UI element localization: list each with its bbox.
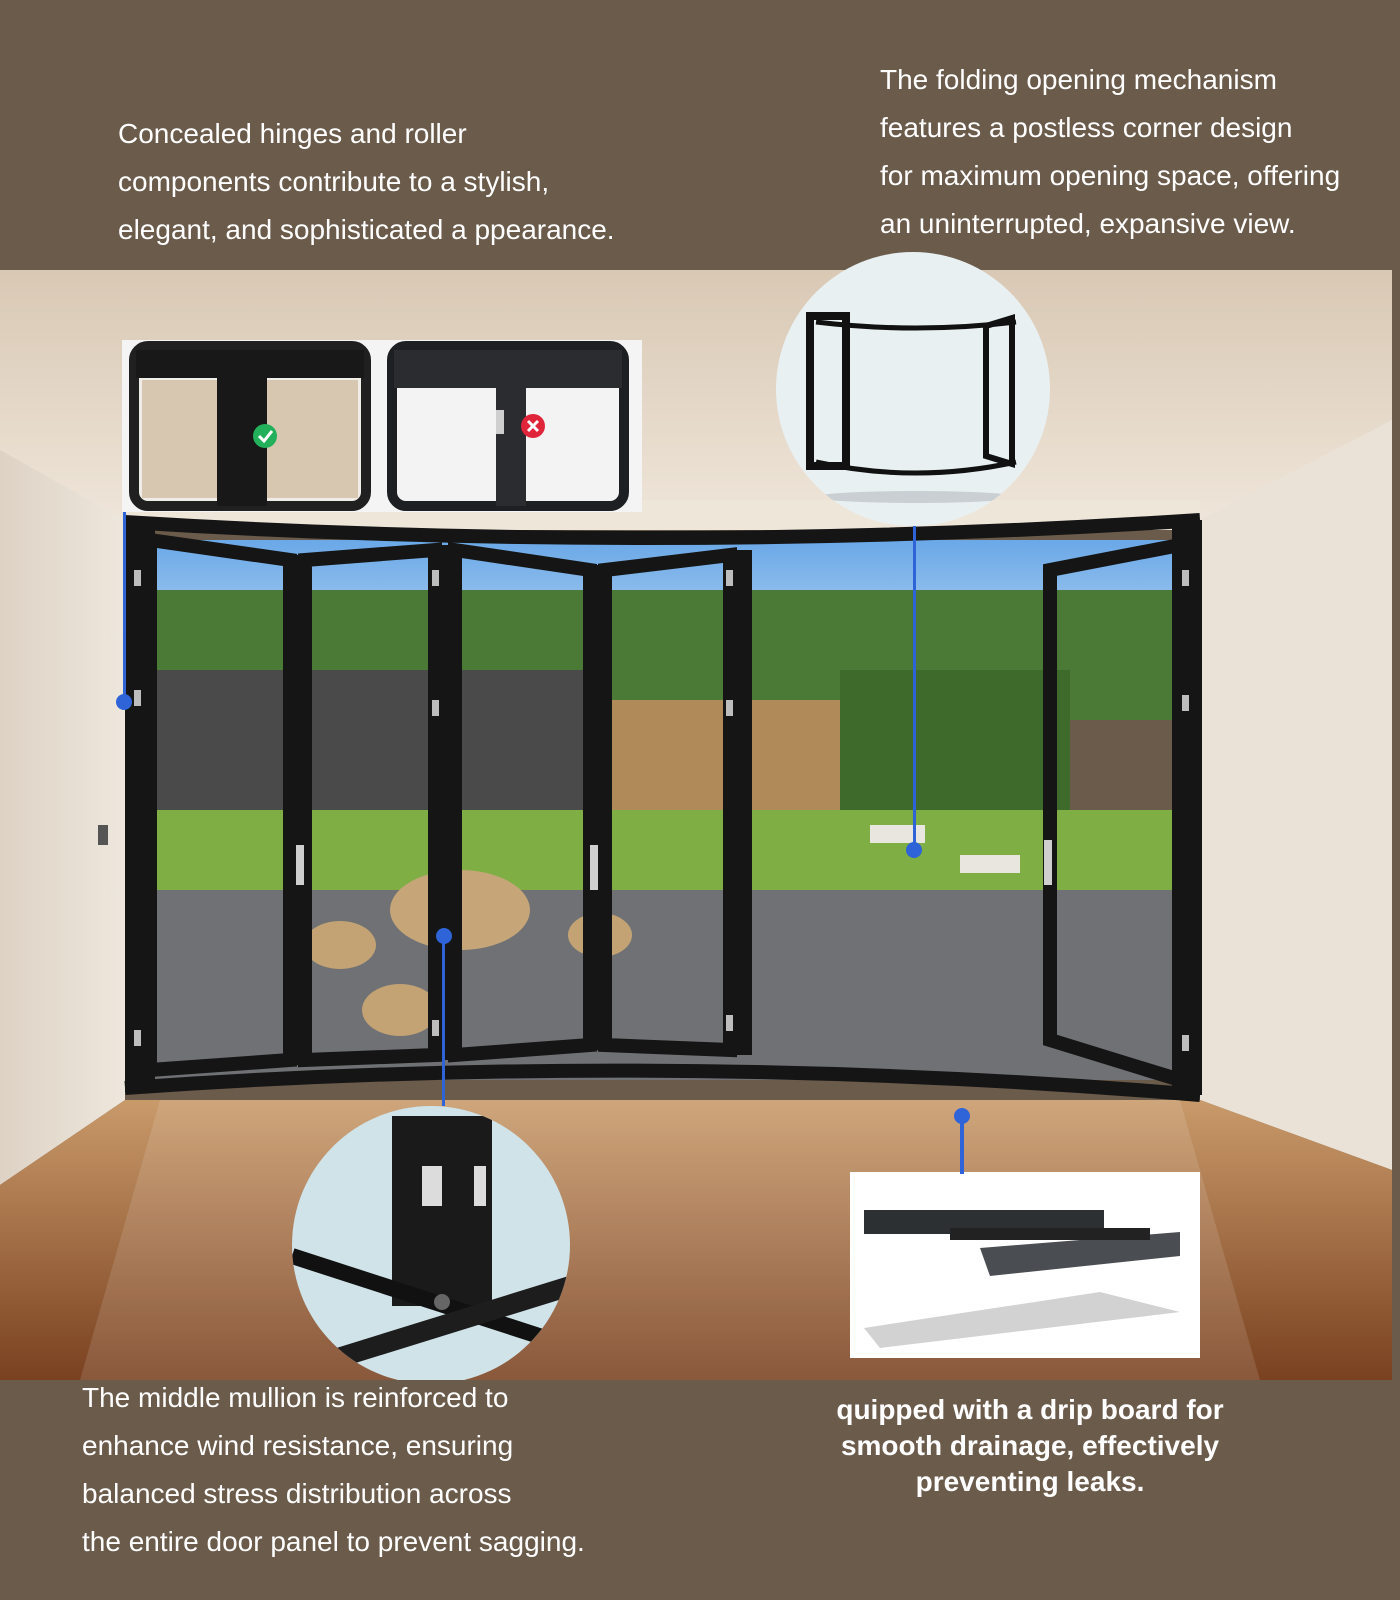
light-switch bbox=[98, 825, 108, 845]
mullion-caption bbox=[82, 1374, 702, 1566]
drip-board-inset bbox=[850, 1172, 1200, 1358]
drip-pointer-line bbox=[960, 1116, 964, 1174]
right-wall bbox=[1200, 420, 1392, 1170]
drip-caption-line-2: smooth drainage, effectively bbox=[840, 1430, 1220, 1461]
hinge-plate-1 bbox=[422, 1166, 442, 1206]
mullion-right bbox=[728, 550, 752, 1055]
mullion-pointer-dot bbox=[436, 928, 452, 944]
hinge-comparison-images bbox=[122, 340, 642, 512]
stone-stool-3 bbox=[362, 984, 438, 1036]
hinge-marker bbox=[1182, 1035, 1189, 1051]
folded-panel-stack bbox=[810, 316, 846, 466]
hinge-marker bbox=[134, 1030, 141, 1046]
hinge-marker bbox=[432, 570, 439, 586]
mullion-caption-line-4: the entire door panel to prevent sagging. bbox=[82, 1526, 585, 1557]
drip-caption-line-3: preventing leaks. bbox=[915, 1466, 1145, 1497]
drip-board-detail bbox=[850, 1172, 1200, 1358]
folding-mechanism-inset bbox=[776, 252, 1050, 526]
mullion-mid bbox=[588, 565, 606, 1050]
hinge-marker bbox=[134, 570, 141, 586]
stepping-stone-1 bbox=[870, 825, 925, 843]
stone-stool-1 bbox=[304, 921, 376, 969]
hinges-caption-line-1: Concealed hinges and roller bbox=[118, 118, 467, 149]
mullion-left bbox=[290, 555, 308, 1065]
hinges-caption-line-2: components contribute to a stylish, bbox=[118, 166, 550, 197]
folding-caption-line-3: for maximum opening space, offering bbox=[880, 160, 1341, 191]
drip-caption-line-1: quipped with a drip board for bbox=[836, 1394, 1224, 1425]
mullion-detail bbox=[292, 1106, 570, 1384]
mullion-caption-line-3: balanced stress distribution across bbox=[82, 1478, 512, 1509]
hedge bbox=[840, 670, 1070, 820]
folding-pointer-line bbox=[913, 526, 916, 846]
hinges-caption bbox=[118, 110, 678, 254]
left-wall bbox=[0, 450, 125, 1185]
hinge-pointer-dot bbox=[116, 694, 132, 710]
folding-diagram bbox=[776, 252, 1050, 526]
stepping-stone-2 bbox=[960, 855, 1020, 873]
bad-example-hinge bbox=[496, 410, 504, 434]
hinge-marker bbox=[1182, 695, 1189, 711]
open-panel bbox=[986, 318, 1012, 464]
hinge-marker bbox=[1182, 570, 1189, 586]
mullion-detail-inset bbox=[292, 1106, 570, 1384]
drip-pointer-dot bbox=[954, 1108, 970, 1124]
drip-board-base bbox=[950, 1228, 1150, 1240]
mullion-pointer-line bbox=[442, 936, 445, 1106]
hinge-marker bbox=[134, 690, 141, 706]
hinge-marker bbox=[726, 1015, 733, 1031]
hinge-marker bbox=[432, 1020, 439, 1036]
folding-caption-line-2: features a postless corner design bbox=[880, 112, 1293, 143]
drip-caption bbox=[780, 1392, 1280, 1500]
hinge-comparison-inset bbox=[122, 340, 642, 512]
door-handle-2 bbox=[590, 845, 598, 890]
hinge-marker bbox=[726, 570, 733, 586]
mullion-caption-line-1: The middle mullion is reinforced to bbox=[82, 1382, 509, 1413]
folding-shadow bbox=[816, 491, 1016, 503]
hinge-pointer-line bbox=[123, 512, 126, 702]
folding-caption-line-4: an uninterrupted, expansive view. bbox=[880, 208, 1296, 239]
check-icon bbox=[253, 424, 277, 448]
folding-pointer-dot bbox=[906, 842, 922, 858]
door-handle-1 bbox=[296, 845, 304, 885]
mullion-profile bbox=[392, 1116, 492, 1306]
folding-caption-line-1: The folding opening mechanism bbox=[880, 64, 1277, 95]
hinge-plate-2 bbox=[474, 1166, 486, 1206]
mullion-caption-line-2: enhance wind resistance, ensuring bbox=[82, 1430, 514, 1461]
hinge-marker bbox=[432, 700, 439, 716]
folding-caption bbox=[880, 56, 1380, 248]
good-example-top-rail bbox=[136, 350, 364, 378]
roller-wheel bbox=[434, 1294, 450, 1310]
door-handle-3 bbox=[1044, 840, 1052, 885]
hinges-caption-line-3: elegant, and sophisticated a ppearance. bbox=[118, 214, 615, 245]
hinge-marker bbox=[726, 700, 733, 716]
drip-board-reflection bbox=[864, 1292, 1180, 1348]
